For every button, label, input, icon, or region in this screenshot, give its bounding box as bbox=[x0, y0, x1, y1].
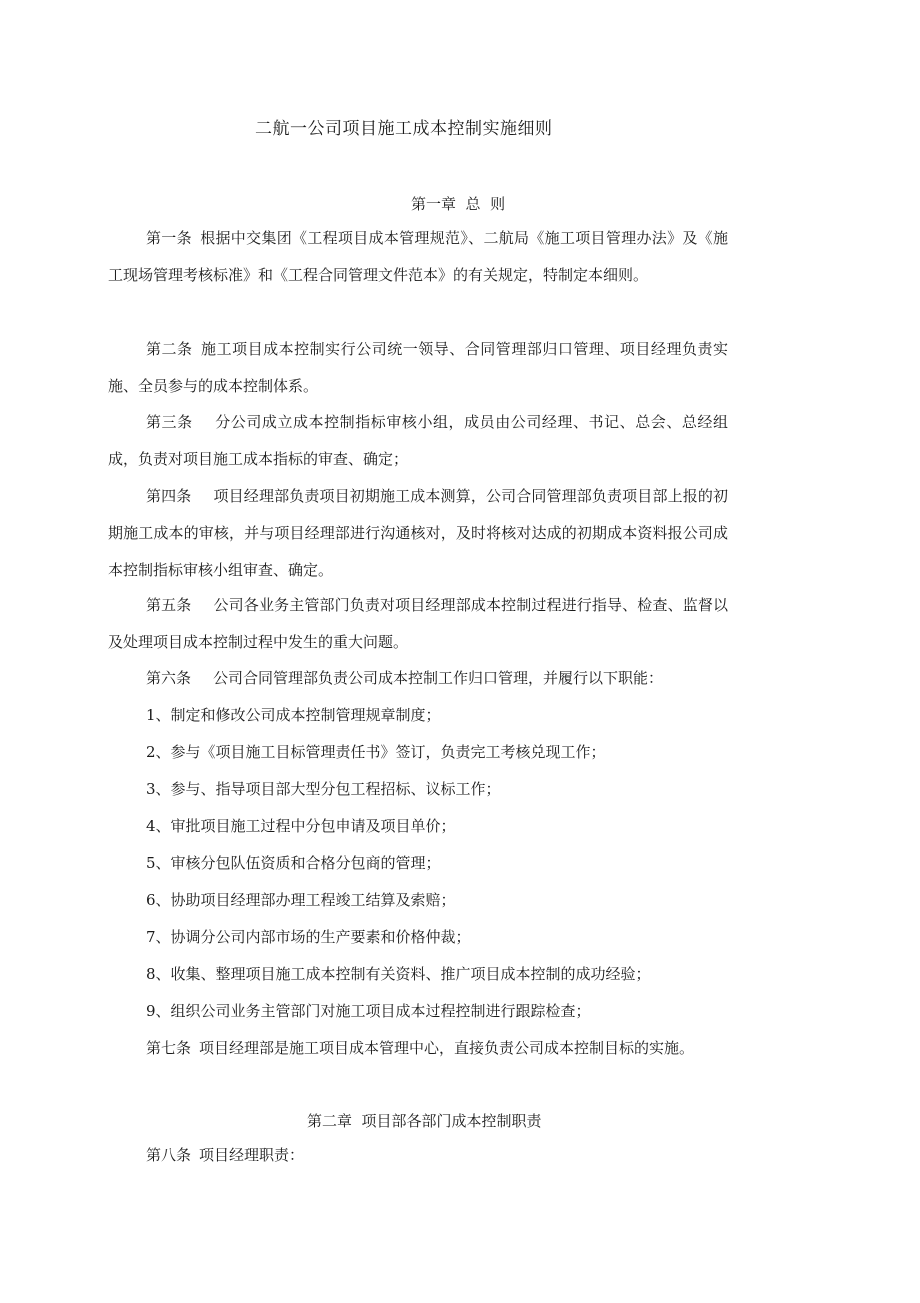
duty-item bbox=[146, 697, 441, 734]
article-label: 第六条 bbox=[146, 669, 192, 687]
chapter-1-heading: 第一章 总 则 bbox=[411, 195, 506, 213]
article-label: 第四条 bbox=[146, 487, 192, 505]
duty-item bbox=[146, 845, 441, 882]
article-label: 第八条 bbox=[146, 1146, 192, 1164]
chapter-2-heading: 第二章 项目部各部门成本控制职责 bbox=[307, 1112, 542, 1130]
article-label: 第二条 bbox=[146, 340, 193, 358]
article-text: 项目经理部负责项目初期施工成本测算，公司合同管理部负责项目部上报的初期施工成本的审核，并与项目经理部进行沟通核对，及时将核对达成的初期成本资料报公司成本控制指标审核小组审查、确定。 bbox=[108, 487, 728, 579]
duty-number: 9、 bbox=[146, 1002, 171, 1020]
duty-item bbox=[146, 919, 471, 956]
duty-item bbox=[146, 956, 651, 993]
duty-item bbox=[146, 808, 456, 845]
duty-text: 参与《项目施工目标管理责任书》签订，负责完工考核兑现工作； bbox=[170, 743, 606, 761]
duty-text: 审批项目施工过程中分包申请及项目单价； bbox=[170, 817, 456, 835]
article-label: 第一条 bbox=[146, 229, 192, 247]
duty-text: 参与、指导项目部大型分包工程招标、议标工作； bbox=[170, 780, 501, 798]
duty-text: 制定和修改公司成本控制管理规章制度； bbox=[170, 706, 441, 724]
article-text: 公司合同管理部负责公司成本控制工作归口管理，并履行以下职能： bbox=[213, 669, 664, 687]
article-text: 施工项目成本控制实行公司统一领导、合同管理部归口管理、项目经理负责实施、全员参与的成本控制体系。 bbox=[108, 340, 728, 395]
duty-text: 收集、整理项目施工成本控制有关资料、推广项目成本控制的成功经验； bbox=[170, 965, 651, 983]
duty-item bbox=[146, 771, 501, 808]
article-5 bbox=[108, 587, 728, 661]
article-2 bbox=[108, 331, 728, 405]
duty-text: 协助项目经理部办理工程竣工结算及索赔； bbox=[170, 891, 456, 909]
duty-item bbox=[146, 882, 456, 919]
duty-text: 审核分包队伍资质和合格分包商的管理； bbox=[170, 854, 441, 872]
article-label: 第三条 bbox=[146, 413, 193, 431]
article-8 bbox=[108, 1137, 728, 1174]
duty-number: 8、 bbox=[146, 965, 171, 983]
article-label: 第七条 bbox=[146, 1039, 192, 1057]
article-1 bbox=[108, 220, 728, 294]
article-3 bbox=[108, 404, 728, 478]
duty-number: 6、 bbox=[146, 891, 171, 909]
article-text: 根据中交集团《工程项目成本管理规范》、二航局《施工项目管理办法》及《施工现场管理考核标准》和《工程合同管理文件范本》的有关规定，特制定本细则。 bbox=[108, 229, 728, 284]
document-title: 二航一公司项目施工成本控制实施细则 bbox=[255, 119, 553, 139]
article-4 bbox=[108, 478, 728, 589]
article-text: 分公司成立成本控制指标审核小组，成员由公司经理、书记、总会、总经组成，负责对项目施工成本指标的审查、确定； bbox=[108, 413, 728, 468]
duty-number: 7、 bbox=[146, 928, 171, 946]
duty-number: 1、 bbox=[146, 706, 171, 724]
duty-text: 组织公司业务主管部门对施工项目成本过程控制进行跟踪检查； bbox=[170, 1002, 591, 1020]
article-text: 项目经理部是施工项目成本管理中心，直接负责公司成本控制目标的实施。 bbox=[199, 1039, 695, 1057]
article-6 bbox=[108, 660, 728, 697]
duty-number: 2、 bbox=[146, 743, 171, 761]
article-text: 项目经理职责： bbox=[199, 1146, 305, 1164]
article-text: 公司各业务主管部门负责对项目经理部成本控制过程进行指导、检查、监督以及处理项目成本控制过程中发生的重大问题。 bbox=[108, 596, 728, 651]
duty-item bbox=[146, 993, 591, 1030]
article-label: 第五条 bbox=[146, 596, 192, 614]
duty-item bbox=[146, 734, 606, 771]
duty-number: 5、 bbox=[146, 854, 171, 872]
article-7 bbox=[108, 1030, 728, 1067]
duty-number: 4、 bbox=[146, 817, 171, 835]
duty-number: 3、 bbox=[146, 780, 171, 798]
duty-text: 协调分公司内部市场的生产要素和价格仲裁； bbox=[170, 928, 471, 946]
